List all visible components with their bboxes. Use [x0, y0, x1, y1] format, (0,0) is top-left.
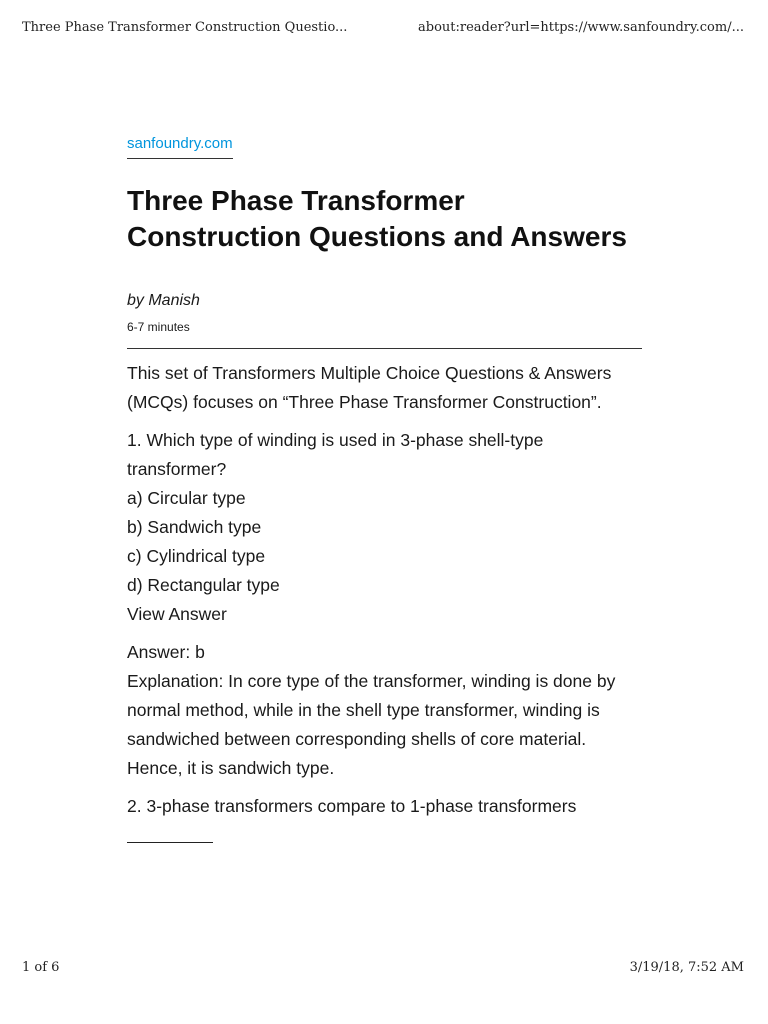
print-footer: [22, 960, 746, 980]
fill-in-blank-line: [127, 842, 213, 843]
article-title: Three Phase Transformer Construction Questions and Answers: [127, 185, 627, 252]
answer-1: [127, 638, 642, 783]
source-domain-link[interactable]: sanfoundry.com: [127, 134, 233, 159]
reader-content: [127, 134, 642, 843]
print-header-url: about:reader?url=https://www.sanfoundry.com/...: [418, 20, 744, 35]
header-divider: [127, 348, 642, 349]
question-1: [127, 426, 642, 629]
question-1-option-c: c) Cylindrical type: [127, 546, 266, 566]
question-1-option-a: a) Circular type: [127, 488, 246, 508]
question-2-text: 2. 3-phase transformers compare to 1-phase transformers: [127, 796, 577, 816]
answer-1-label: Answer: b: [127, 642, 205, 662]
read-time: 6-7 minutes: [127, 320, 190, 334]
article-body: [127, 359, 642, 843]
article-byline: by Manish: [127, 292, 200, 309]
question-1-option-d: d) Rectangular type: [127, 575, 280, 595]
question-1-option-b: b) Sandwich type: [127, 517, 262, 537]
print-header-title: Three Phase Transformer Construction Questio...: [22, 20, 348, 35]
view-answer-button[interactable]: View Answer: [127, 604, 227, 624]
intro-paragraph: This set of Transformers Multiple Choice Questions & Answers (MCQs) focuses on “Three Phase Transformer Construction”.: [127, 363, 612, 412]
print-datetime: 3/19/18, 7:52 AM: [629, 960, 744, 975]
answer-1-explanation: Explanation: In core type of the transformer, winding is done by normal method, while in the shell type transformer, winding is sandwiched between corresponding shells of core material. Hence, it is sandwich type.: [127, 671, 616, 778]
question-1-text: 1. Which type of winding is used in 3-phase shell-type transformer?: [127, 430, 544, 479]
page-number: 1 of 6: [22, 960, 60, 975]
print-header: [22, 20, 746, 40]
